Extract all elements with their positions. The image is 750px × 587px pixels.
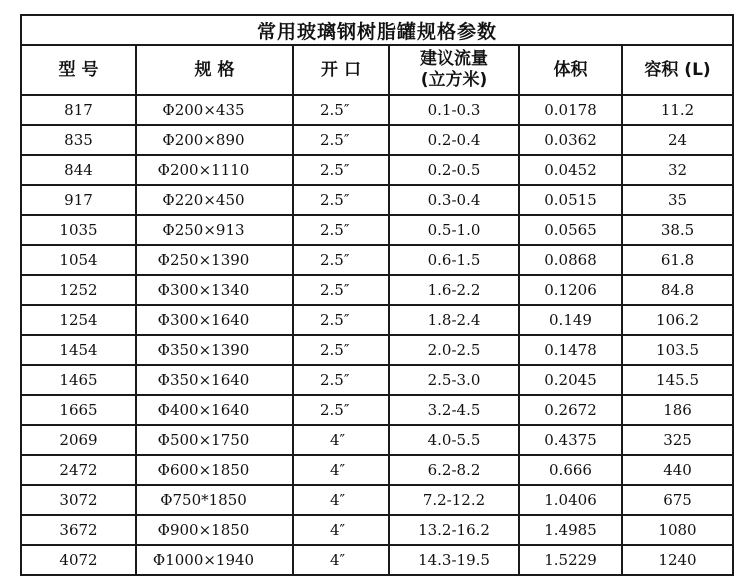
cell-opening: 2.5″ xyxy=(293,125,389,155)
table-row xyxy=(21,185,733,215)
table-row xyxy=(21,335,733,365)
cell-spec: Φ900×1850 xyxy=(136,515,293,545)
cell-volume: 1.0406 xyxy=(519,485,622,515)
cell-spec: Φ350×1390 xyxy=(136,335,293,365)
cell-volume: 0.0452 xyxy=(519,155,622,185)
cell-opening: 4″ xyxy=(293,545,389,575)
header-flow xyxy=(389,45,519,95)
cell-volume: 0.0515 xyxy=(519,185,622,215)
cell-volume: 0.2672 xyxy=(519,395,622,425)
cell-volume: 0.0178 xyxy=(519,95,622,125)
cell-volume: 0.666 xyxy=(519,455,622,485)
cell-spec: Φ250×913 xyxy=(136,215,293,245)
cell-spec: Φ300×1340 xyxy=(136,275,293,305)
table-row xyxy=(21,215,733,245)
cell-model: 1035 xyxy=(21,215,136,245)
header-flow-line2: (立方米) xyxy=(420,70,488,90)
header-row xyxy=(21,45,733,95)
cell-model: 3672 xyxy=(21,515,136,545)
cell-capacity: 325 xyxy=(622,425,733,455)
cell-opening: 2.5″ xyxy=(293,335,389,365)
cell-capacity: 103.5 xyxy=(622,335,733,365)
cell-spec: Φ220×450 xyxy=(136,185,293,215)
table-row xyxy=(21,485,733,515)
header-capacity: 容积 (L) xyxy=(622,45,733,95)
cell-volume: 1.4985 xyxy=(519,515,622,545)
cell-volume: 0.0868 xyxy=(519,245,622,275)
cell-spec: Φ200×890 xyxy=(136,125,293,155)
cell-spec: Φ500×1750 xyxy=(136,425,293,455)
cell-capacity: 440 xyxy=(622,455,733,485)
cell-opening: 2.5″ xyxy=(293,245,389,275)
cell-flow: 1.6-2.2 xyxy=(389,275,519,305)
table-row xyxy=(21,275,733,305)
cell-capacity: 1240 xyxy=(622,545,733,575)
cell-model: 2472 xyxy=(21,455,136,485)
cell-flow: 0.3-0.4 xyxy=(389,185,519,215)
cell-model: 1252 xyxy=(21,275,136,305)
header-model: 型 号 xyxy=(21,45,136,95)
cell-flow: 14.3-19.5 xyxy=(389,545,519,575)
header-spec: 规 格 xyxy=(136,45,293,95)
cell-flow: 0.5-1.0 xyxy=(389,215,519,245)
cell-volume: 0.1478 xyxy=(519,335,622,365)
resin-tank-spec-table xyxy=(20,14,734,576)
cell-model: 1465 xyxy=(21,365,136,395)
cell-opening: 2.5″ xyxy=(293,95,389,125)
table-row xyxy=(21,395,733,425)
cell-capacity: 106.2 xyxy=(622,305,733,335)
cell-flow: 2.0-2.5 xyxy=(389,335,519,365)
cell-spec: Φ750*1850 xyxy=(136,485,293,515)
cell-spec: Φ350×1640 xyxy=(136,365,293,395)
header-flow-line1: 建议流量 xyxy=(420,49,488,69)
cell-volume: 0.0565 xyxy=(519,215,622,245)
cell-capacity: 32 xyxy=(622,155,733,185)
cell-capacity: 24 xyxy=(622,125,733,155)
title-row xyxy=(21,15,733,45)
cell-model: 4072 xyxy=(21,545,136,575)
cell-model: 844 xyxy=(21,155,136,185)
table-row xyxy=(21,425,733,455)
cell-model: 817 xyxy=(21,95,136,125)
table-body xyxy=(21,15,733,575)
cell-opening: 2.5″ xyxy=(293,365,389,395)
cell-volume: 0.1206 xyxy=(519,275,622,305)
cell-capacity: 1080 xyxy=(622,515,733,545)
table-row xyxy=(21,305,733,335)
cell-flow: 0.1-0.3 xyxy=(389,95,519,125)
cell-capacity: 11.2 xyxy=(622,95,733,125)
cell-opening: 2.5″ xyxy=(293,185,389,215)
table-row xyxy=(21,365,733,395)
cell-flow: 0.6-1.5 xyxy=(389,245,519,275)
cell-capacity: 186 xyxy=(622,395,733,425)
cell-capacity: 84.8 xyxy=(622,275,733,305)
cell-volume: 1.5229 xyxy=(519,545,622,575)
cell-flow: 3.2-4.5 xyxy=(389,395,519,425)
cell-opening: 2.5″ xyxy=(293,215,389,245)
cell-flow: 0.2-0.4 xyxy=(389,125,519,155)
cell-opening: 2.5″ xyxy=(293,275,389,305)
cell-model: 1665 xyxy=(21,395,136,425)
cell-model: 2069 xyxy=(21,425,136,455)
cell-model: 917 xyxy=(21,185,136,215)
cell-model: 1254 xyxy=(21,305,136,335)
spec-table-container xyxy=(20,14,732,576)
table-row xyxy=(21,545,733,575)
cell-flow: 13.2-16.2 xyxy=(389,515,519,545)
cell-spec: Φ1000×1940 xyxy=(136,545,293,575)
cell-model: 1454 xyxy=(21,335,136,365)
cell-spec: Φ400×1640 xyxy=(136,395,293,425)
cell-spec: Φ200×435 xyxy=(136,95,293,125)
cell-flow: 2.5-3.0 xyxy=(389,365,519,395)
cell-opening: 2.5″ xyxy=(293,305,389,335)
cell-spec: Φ600×1850 xyxy=(136,455,293,485)
header-volume: 体积 xyxy=(519,45,622,95)
table-row xyxy=(21,95,733,125)
cell-model: 3072 xyxy=(21,485,136,515)
header-opening: 开 口 xyxy=(293,45,389,95)
cell-opening: 2.5″ xyxy=(293,395,389,425)
cell-opening: 4″ xyxy=(293,485,389,515)
cell-spec: Φ300×1640 xyxy=(136,305,293,335)
cell-flow: 6.2-8.2 xyxy=(389,455,519,485)
table-row xyxy=(21,125,733,155)
table-row xyxy=(21,245,733,275)
table-row xyxy=(21,155,733,185)
cell-volume: 0.4375 xyxy=(519,425,622,455)
cell-capacity: 35 xyxy=(622,185,733,215)
table-title: 常用玻璃钢树脂罐规格参数 xyxy=(21,15,733,45)
cell-volume: 0.2045 xyxy=(519,365,622,395)
cell-flow: 7.2-12.2 xyxy=(389,485,519,515)
cell-opening: 2.5″ xyxy=(293,155,389,185)
cell-flow: 0.2-0.5 xyxy=(389,155,519,185)
cell-model: 835 xyxy=(21,125,136,155)
cell-capacity: 61.8 xyxy=(622,245,733,275)
cell-volume: 0.149 xyxy=(519,305,622,335)
cell-model: 1054 xyxy=(21,245,136,275)
cell-flow: 4.0-5.5 xyxy=(389,425,519,455)
cell-spec: Φ200×1110 xyxy=(136,155,293,185)
cell-capacity: 145.5 xyxy=(622,365,733,395)
cell-capacity: 675 xyxy=(622,485,733,515)
cell-capacity: 38.5 xyxy=(622,215,733,245)
cell-spec: Φ250×1390 xyxy=(136,245,293,275)
cell-flow: 1.8-2.4 xyxy=(389,305,519,335)
cell-opening: 4″ xyxy=(293,425,389,455)
cell-opening: 4″ xyxy=(293,455,389,485)
cell-opening: 4″ xyxy=(293,515,389,545)
table-row xyxy=(21,515,733,545)
cell-volume: 0.0362 xyxy=(519,125,622,155)
table-row xyxy=(21,455,733,485)
